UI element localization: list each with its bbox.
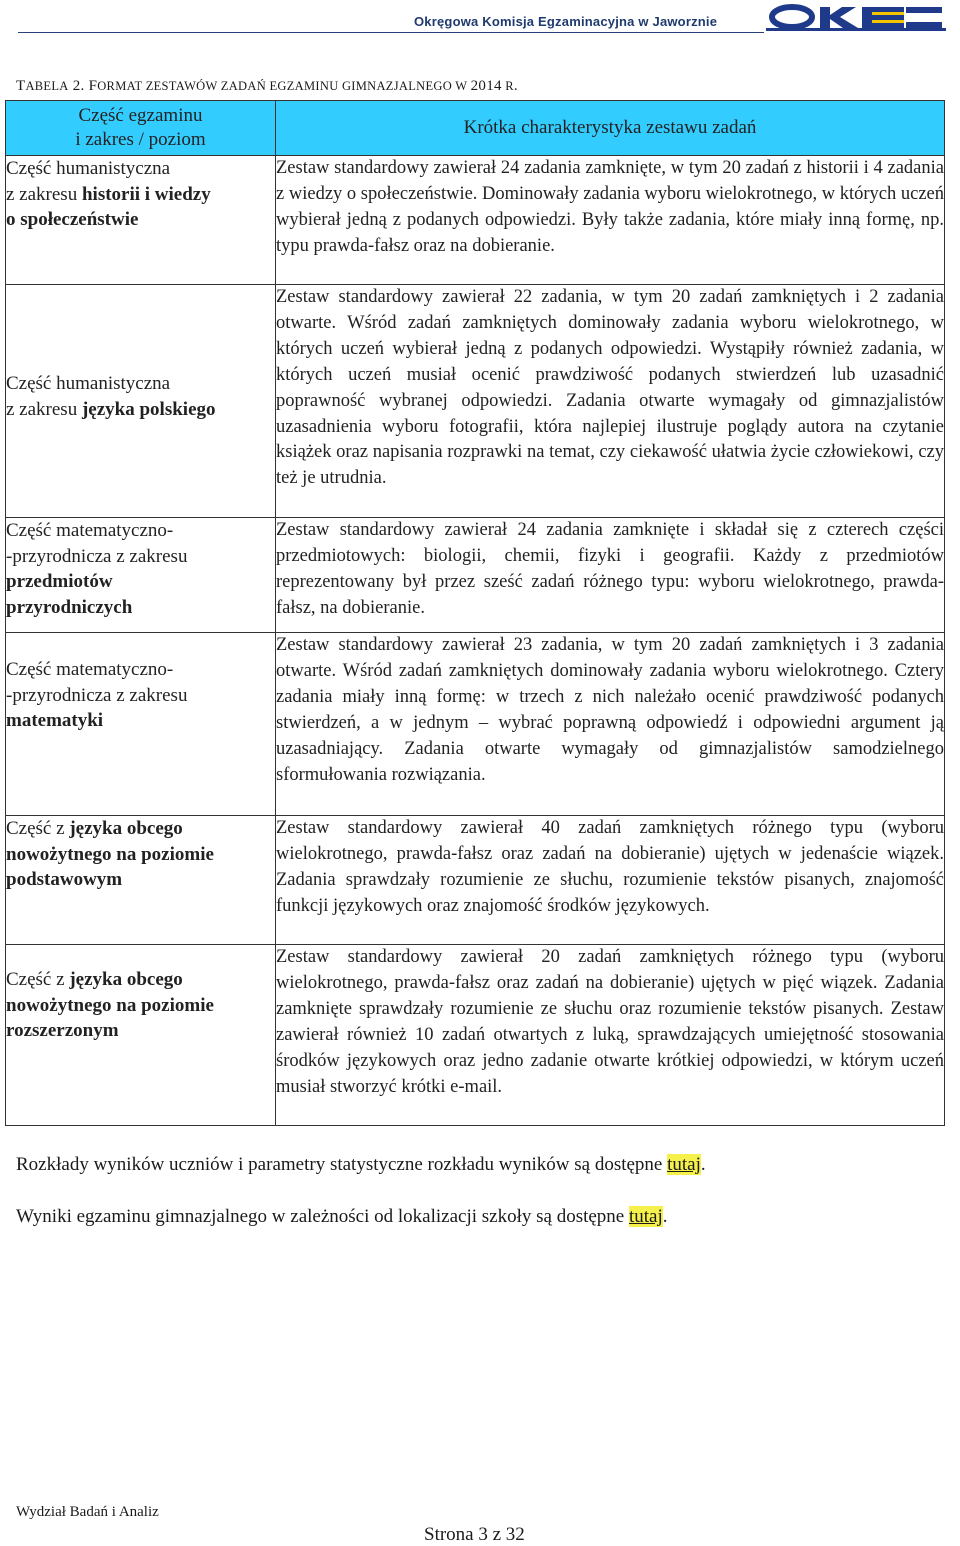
distribution-link[interactable]: tutaj bbox=[667, 1154, 701, 1175]
exam-format-table bbox=[5, 100, 945, 1126]
exam-part-language-extended: Część z języka obcego nowożytnego na poziomie rozszerzonym bbox=[6, 945, 276, 1126]
table-row-math bbox=[6, 633, 945, 816]
table-row-language-basic bbox=[6, 816, 945, 945]
exam-part-polish: Część humanistyczna z zakresu języka polskiego bbox=[6, 285, 276, 518]
description-polish: Zestaw standardowy zawierał 22 zadania, w tym 20 zadań zamkniętych i 2 zadania otwarte. Wśród zadań zamkniętych dominowały zadania wyboru wielokrotnego, w których uczeń wybierał jedną z podanych odpowiedzi. Wystąpiły również zadania, w których uczeń musiał ocenić prawdziwość podanych stwierdzeń lub uzasadnić poprawność wybranej odpowiedzi. Zadania otwarte wymagały od gimnazjalistów uzasadnienia wyboru fotografii, która najlepiej ilustruje poglądy autora na czytanie książek oraz napisania rozprawki na temat, czy ciekawość ułatwia życie człowiekowi, czy też je utrudnia. bbox=[276, 285, 945, 518]
description-science: Zestaw standardowy zawierał 24 zadania zamknięte i składał się z czterech części przedmiotowych: biologii, chemii, fizyki i geografii. Każdy z przedmiotów reprezentowany był przez sześć zadań różnego typu: wyboru wielokrotnego, prawda-fałsz, na dobieranie. bbox=[276, 518, 945, 633]
footer-department: Wydział Badań i Analiz bbox=[16, 1504, 159, 1520]
description-language-basic: Zestaw standardowy zawierał 40 zadań zamkniętych różnego typu (wyboru wielokrotnego, prawda-fałsz oraz zadań na dobieranie) ujętych w jedenaście wiązek. Zadania sprawdzały rozumienie ze słuchu, rozumienie tekstów pisanych, znajomość funkcji językowych oraz znajomość środków językowych. bbox=[276, 816, 945, 945]
header-exam-part: Część egzaminu i zakres / poziom bbox=[6, 101, 276, 156]
location-link[interactable]: tutaj bbox=[629, 1206, 663, 1227]
table-row-language-extended bbox=[6, 945, 945, 1126]
table-header-row bbox=[6, 101, 945, 156]
footer-page-number: Strona 3 z 32 bbox=[424, 1524, 525, 1545]
header-org-name: Okręgowa Komisja Egzaminacyjna w Jaworznie bbox=[414, 14, 718, 29]
table-row-history bbox=[6, 156, 945, 285]
table-caption: TABELA 2. FORMAT ZESTAWÓW ZADAŃ EGZAMINU GIMNAZJALNEGO W 2014 R. bbox=[16, 78, 518, 94]
header-divider bbox=[18, 32, 764, 33]
oke-logo bbox=[766, 4, 946, 34]
exam-part-math: Część matematyczno- -przyrodnicza z zakresu matematyki bbox=[6, 633, 276, 816]
exam-part-science: Część matematyczno- -przyrodnicza z zakresu przedmiotów przyrodniczych bbox=[6, 518, 276, 633]
description-math: Zestaw standardowy zawierał 23 zadania, w tym 20 zadań zamkniętych i 3 zadania otwarte. Wśród zadań zamkniętych dominowały zadania wyboru wielokrotnego. Cztery zadania miały inną formę: w trzech z nich należało ocenić prawdziwość podanych stwierdzeń, a w jednym – wybrać poprawną odpowiedź i odpowiedni argument ją uzasadniający. Zadania otwarte wymagały od gimnazjalistów samodzielnego sformułowania rozwiązania. bbox=[276, 633, 945, 816]
note-distribution: Rozkłady wyników uczniów i parametry statystyczne rozkładu wyników są dostępne tutaj. bbox=[16, 1154, 706, 1175]
exam-part-language-basic: Część z języka obcego nowożytnego na poziomie podstawowym bbox=[6, 816, 276, 945]
description-language-extended: Zestaw standardowy zawierał 20 zadań zamkniętych różnego typu (wyboru wielokrotnego, prawda-fałsz oraz zadań na dobieranie) ujętych w pięć wiązek. Zadania zamknięte sprawdzały rozumienie ze słuchu oraz rozumienie tekstów pisanych. Zestaw zawierał również 10 zadań otwartych z luką, sprawdzających umiejętność stosowania środków językowych oraz jedno zadanie otwarte krótkiej odpowiedzi, w którym uczeń musiał stworzyć krótki e-mail. bbox=[276, 945, 945, 1126]
note-location: Wyniki egzaminu gimnazjalnego w zależności od lokalizacji szkoły są dostępne tutaj. bbox=[16, 1206, 668, 1227]
table-row-polish bbox=[6, 285, 945, 518]
table-row-science bbox=[6, 518, 945, 633]
description-history: Zestaw standardowy zawierał 24 zadania zamknięte, w tym 20 zadań z historii i 4 zadania z wiedzy o społeczeństwie. Dominowały zadania wyboru wielokrotnego, w których uczeń wybierał jedną z podanych odpowiedzi. Były także zadania, które miały inną formę, np. typu prawda-fałsz oraz na dobieranie. bbox=[276, 156, 945, 285]
exam-part-history: Część humanistyczna z zakresu historii i wiedzy o społeczeństwie bbox=[6, 156, 276, 285]
header-description: Krótka charakterystyka zestawu zadań bbox=[276, 101, 945, 156]
